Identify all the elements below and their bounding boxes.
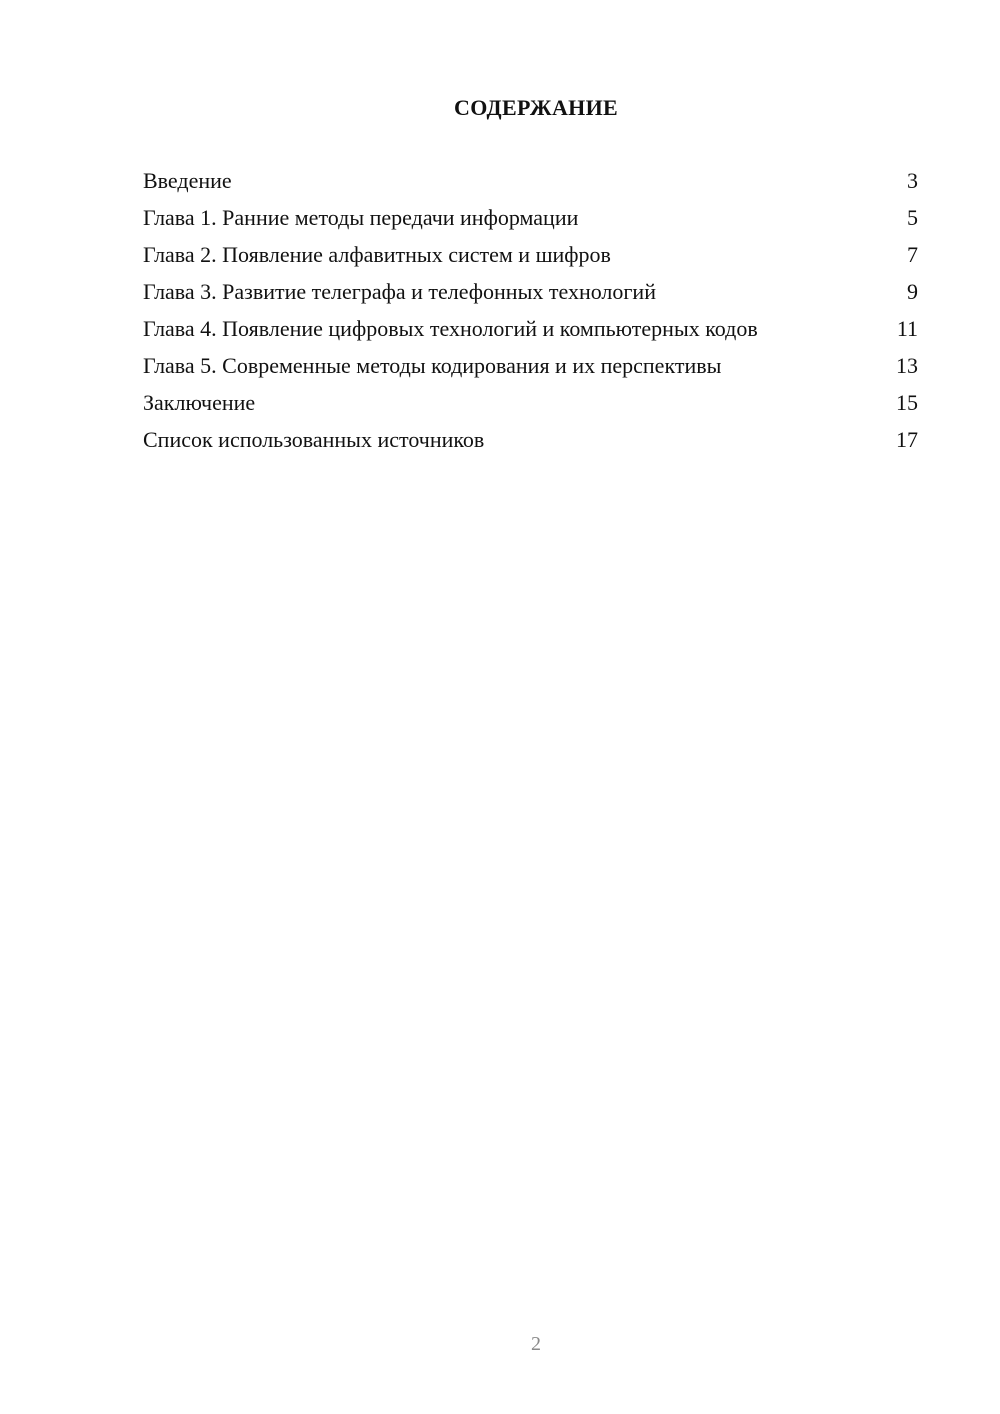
toc-entry-page: 3 bbox=[907, 168, 918, 193]
page-number: 2 bbox=[531, 1333, 541, 1355]
toc-entry-label: Глава 5. Современные методы кодирования и их перспективы bbox=[143, 353, 722, 378]
toc-entry bbox=[143, 205, 918, 231]
toc-entry-page: 15 bbox=[896, 390, 918, 415]
toc-entry bbox=[143, 279, 918, 305]
toc-entry-label: Заключение bbox=[143, 390, 256, 415]
table-of-contents bbox=[143, 168, 918, 464]
toc-entry bbox=[143, 390, 918, 416]
toc-entry-label: Список использованных источников bbox=[143, 427, 485, 452]
toc-entry-label: Введение bbox=[143, 168, 232, 193]
toc-entry bbox=[143, 168, 918, 194]
toc-entry-label: Глава 1. Ранние методы передачи информации bbox=[143, 205, 579, 230]
toc-entry-page: 9 bbox=[907, 279, 918, 304]
toc-entry-label: Глава 4. Появление цифровых технологий и компьютерных кодов bbox=[143, 316, 758, 341]
toc-entry-page: 17 bbox=[896, 427, 918, 452]
toc-entry-page: 11 bbox=[896, 316, 918, 341]
toc-entry-page: 5 bbox=[907, 205, 918, 230]
toc-entry bbox=[143, 316, 918, 342]
toc-entry-label: Глава 2. Появление алфавитных систем и шифров bbox=[143, 242, 611, 267]
toc-entry-label: Глава 3. Развитие телеграфа и телефонных технологий bbox=[143, 279, 656, 304]
toc-entry bbox=[143, 353, 918, 379]
toc-entry-page: 13 bbox=[896, 353, 918, 378]
toc-entry bbox=[143, 427, 918, 453]
toc-entry bbox=[143, 242, 918, 268]
toc-title: СОДЕРЖАНИЕ bbox=[454, 95, 618, 120]
toc-entry-page: 7 bbox=[907, 242, 918, 267]
